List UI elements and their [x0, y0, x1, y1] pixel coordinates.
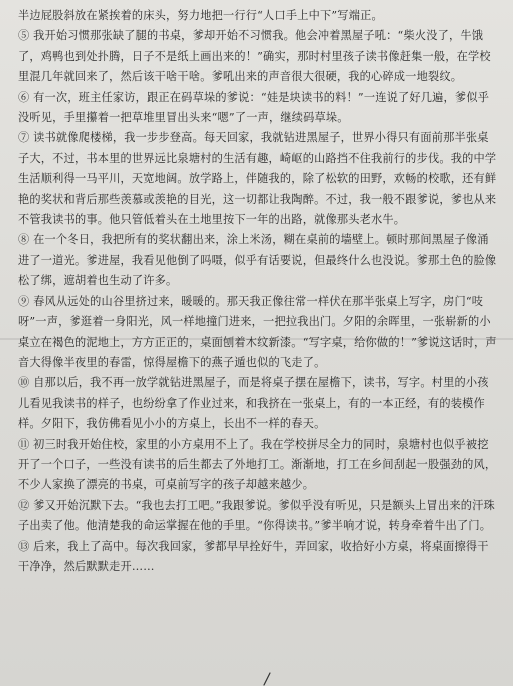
paragraph-5: ⑤ 我开始习惯那张缺了腿的书桌，爹却开始不习惯我。他会冲着黑屋子吼：“柴火没了，牛饿了，鸡鸭也到处扑腾，日子不是纸上画出来的！”确实，那时村里孩子读书像赶集一般，在学校里混几年就回来了，然后该干啥干啥。爹吼出来的声音很大很硬，我的心碎成一地裂纹。 — [18, 29, 491, 84]
paragraph-10: ⑩ 自那以后，我不再一放学就钻进黑屋子，而是将桌子摆在屋檐下，读书，写字。村里的小孩儿看见我读书的样子，也纷纷拿了作业过来，和我挤在一张桌上，有的一本正经，有的装模作样。夕阳下，我仿佛看见小小的方桌上，长出不一样的春天。 — [18, 376, 489, 431]
paragraph-6: ⑥ 有一次，班主任家访，跟正在码草垛的爹说：“娃是块读书的料！”一连说了好几遍，爹似乎没听见，手里攥着一把草堆里冒出头来“嗯”了一声，继续码草垛。 — [18, 90, 490, 125]
paragraph-11: ⑪ 初三时我开始住校，家里的小方桌用不上了。我在学校拼尽全力的同时，泉塘村也似乎被挖开了一个口子，一些没有读书的后生都去了外地打工。渐渐地，打工在乡间刮起一股强劲的风，不少人家换了漂亮的书桌，可桌前写字的孩子却越来越少。 — [18, 437, 497, 492]
paragraph-7: ⑦ 读书就像爬楼梯，我一步步登高。每天回家，我就钻进黑屋子，世界小得只有面前那半张桌子大，不过，书本里的世界远比泉塘村的生活有趣，崎岖的山路挡不住我前行的步伐。我的中学生活顺利得一马平川，天宽地阔。放学路上，伴随我的，除了松软的田野，欢畅的校歌，还有鲜艳的奖状和背后那些羡慕或羡艳的目光，这一切都让我陶醉。不过，我一般不跟爹说，爹也从来不管我读书的事。他只管低着头在土地里按下一年的出路，就像那头老水牛。 — [18, 131, 497, 227]
paragraph-12: ⑫ 爹又开始沉默下去。“我也去打工吧。”我跟爹说。爹似乎没有听见，只是额头上冒出来的汗珠子出卖了他。他清楚我的命运掌握在他的手里。“你得读书。”爹半响才说，转身牵着牛出了门。 — [18, 498, 495, 533]
paragraph-13: ⑬ 后来，我上了高中。每次我回家，爹都早早拴好牛，弄回家，收拾好小方桌，将桌面擦得干干净净，然后默默走开…… — [18, 539, 489, 573]
paragraph-9: ⑨ 春风从远处的山谷里挤过来，暖暖的。那天我正像往常一样伏在那半张桌上写字，房门“吱呀”一声，爹逛着一身阳光，风一样地撞门进来，一把拉我出门。夕阳的余晖里，一张崭新的小桌立在褐色的泥地上，方方正正的，桌面刨着木纹新漆。“写字桌，给你做的！”爹说这话时，声音大得像半夜里的春雷，惊得屋檐下的燕子遁也似的飞走了。 — [18, 294, 497, 369]
pen-mark-icon — [258, 672, 276, 686]
paragraph-intro: 半边屁股斜放在紧挨着的床头，努力地把一行行“人口手上中下”写端正。 — [18, 9, 383, 22]
reading-passage — [18, 6, 500, 577]
paragraph-8: ⑧ 在一个冬日，我把所有的奖状翻出来，涂上米汤，糊在桌前的墙壁上。顿时那间黑屋子像涌进了一道光。爹进屋，我看见他倒了吗嗫，似乎有话要说，但最终什么也没说。爹那土色的脸像松了绑，遮胡着也生动了许多。 — [18, 233, 497, 288]
